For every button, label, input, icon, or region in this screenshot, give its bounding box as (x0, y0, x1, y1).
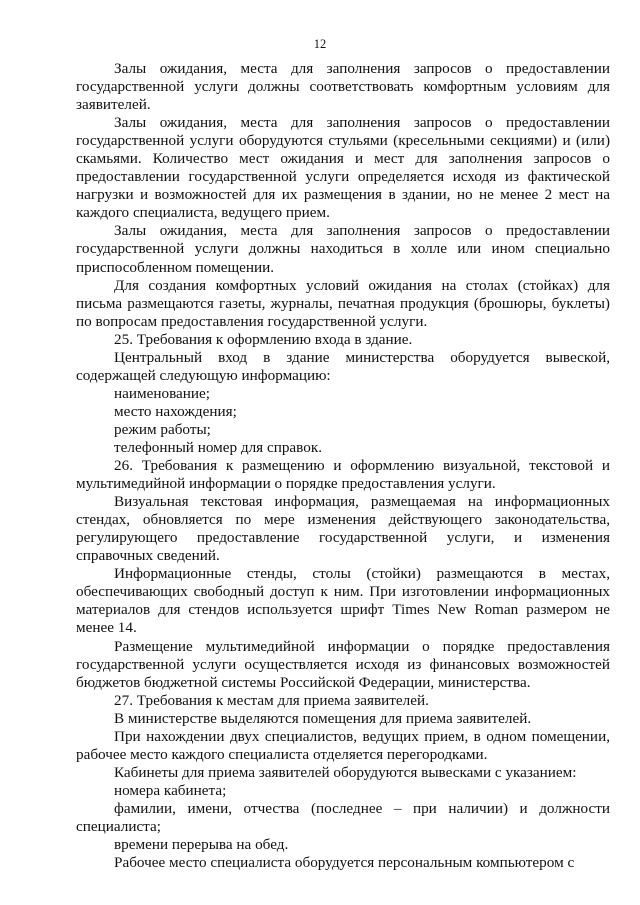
list-item: фамилии, имени, отчества (последнее – при наличии) и должности специалиста; (76, 799, 610, 835)
paragraph: Информационные стенды, столы (стойки) размещаются в местах, обеспечивающих свободный доступ к ним. При изготовлении информационных материалов для стендов используется шрифт Times New Roman размером не менее 14. (76, 565, 610, 637)
list-item: телефонный номер для справок. (114, 438, 323, 456)
paragraph: Рабочее место специалиста оборудуется персональным компьютером с (114, 854, 575, 872)
paragraph: Размещение мультимедийной информации о порядке предоставления государственной услуги осуществляется исходя из финансовых возможностей бюджетов бюджетной системы Российской Федерации, министерства. (76, 637, 610, 691)
paragraph: Кабинеты для приема заявителей оборудуются вывесками с указанием: (114, 763, 577, 781)
list-item: режим работы; (114, 420, 211, 438)
list-item: наименование; (114, 384, 210, 402)
paragraph: В министерстве выделяются помещения для приема заявителей. (114, 709, 532, 727)
list-item: номера кабинета; (114, 781, 227, 799)
section-heading: 26. Требования к размещению и оформлению визуальной, текстовой и мультимедийной информации о порядке предоставления услуги. (76, 457, 610, 493)
list-item: времени перерыва на обед. (114, 836, 289, 854)
page-number: 12 (313, 37, 327, 51)
paragraph: Залы ожидания, места для заполнения запросов о предоставлении государственной услуги должны находиться в холле или ином специально приспособленном помещении. (76, 222, 610, 276)
list-item: место нахождения; (114, 402, 237, 420)
paragraph: Для создания комфортных условий ожидания на столах (стойках) для письма размещаются газеты, журналы, печатная продукция (брошюры, буклеты) по вопросам предоставления государственной услуги. (76, 276, 610, 330)
section-heading: 25. Требования к оформлению входа в здание. (114, 330, 413, 348)
paragraph: При нахождении двух специалистов, ведущих прием, в одном помещении, рабочее место каждого специалиста отделяется перегородками. (76, 727, 610, 763)
paragraph: Визуальная текстовая информация, размещаемая на информационных стендах, обновляется по мере изменения действующего законодательства, регулирующего предоставление государственной услуги, и изменения справочных сведений. (76, 493, 610, 565)
section-heading: 27. Требования к местам для приема заявителей. (114, 691, 429, 709)
paragraph: Залы ожидания, места для заполнения запросов о предоставлении государственной услуги должны соответствовать комфортным условиям для заявителей. (76, 60, 610, 114)
paragraph: Центральный вход в здание министерства оборудуется вывеской, содержащей следующую информацию: (76, 348, 610, 384)
document-body (76, 60, 610, 872)
paragraph: Залы ожидания, места для заполнения запросов о предоставлении государственной услуги оборудуются стульями (кресельными секциями) и (или) скамьями. Количество мест ожидания и мест для заполнения запросов о предоставлении государственной услуги определяется исходя из фактической нагрузки и возможностей для их размещения в здании, но не менее 2 мест на каждого специалиста, ведущего прием. (76, 114, 610, 222)
